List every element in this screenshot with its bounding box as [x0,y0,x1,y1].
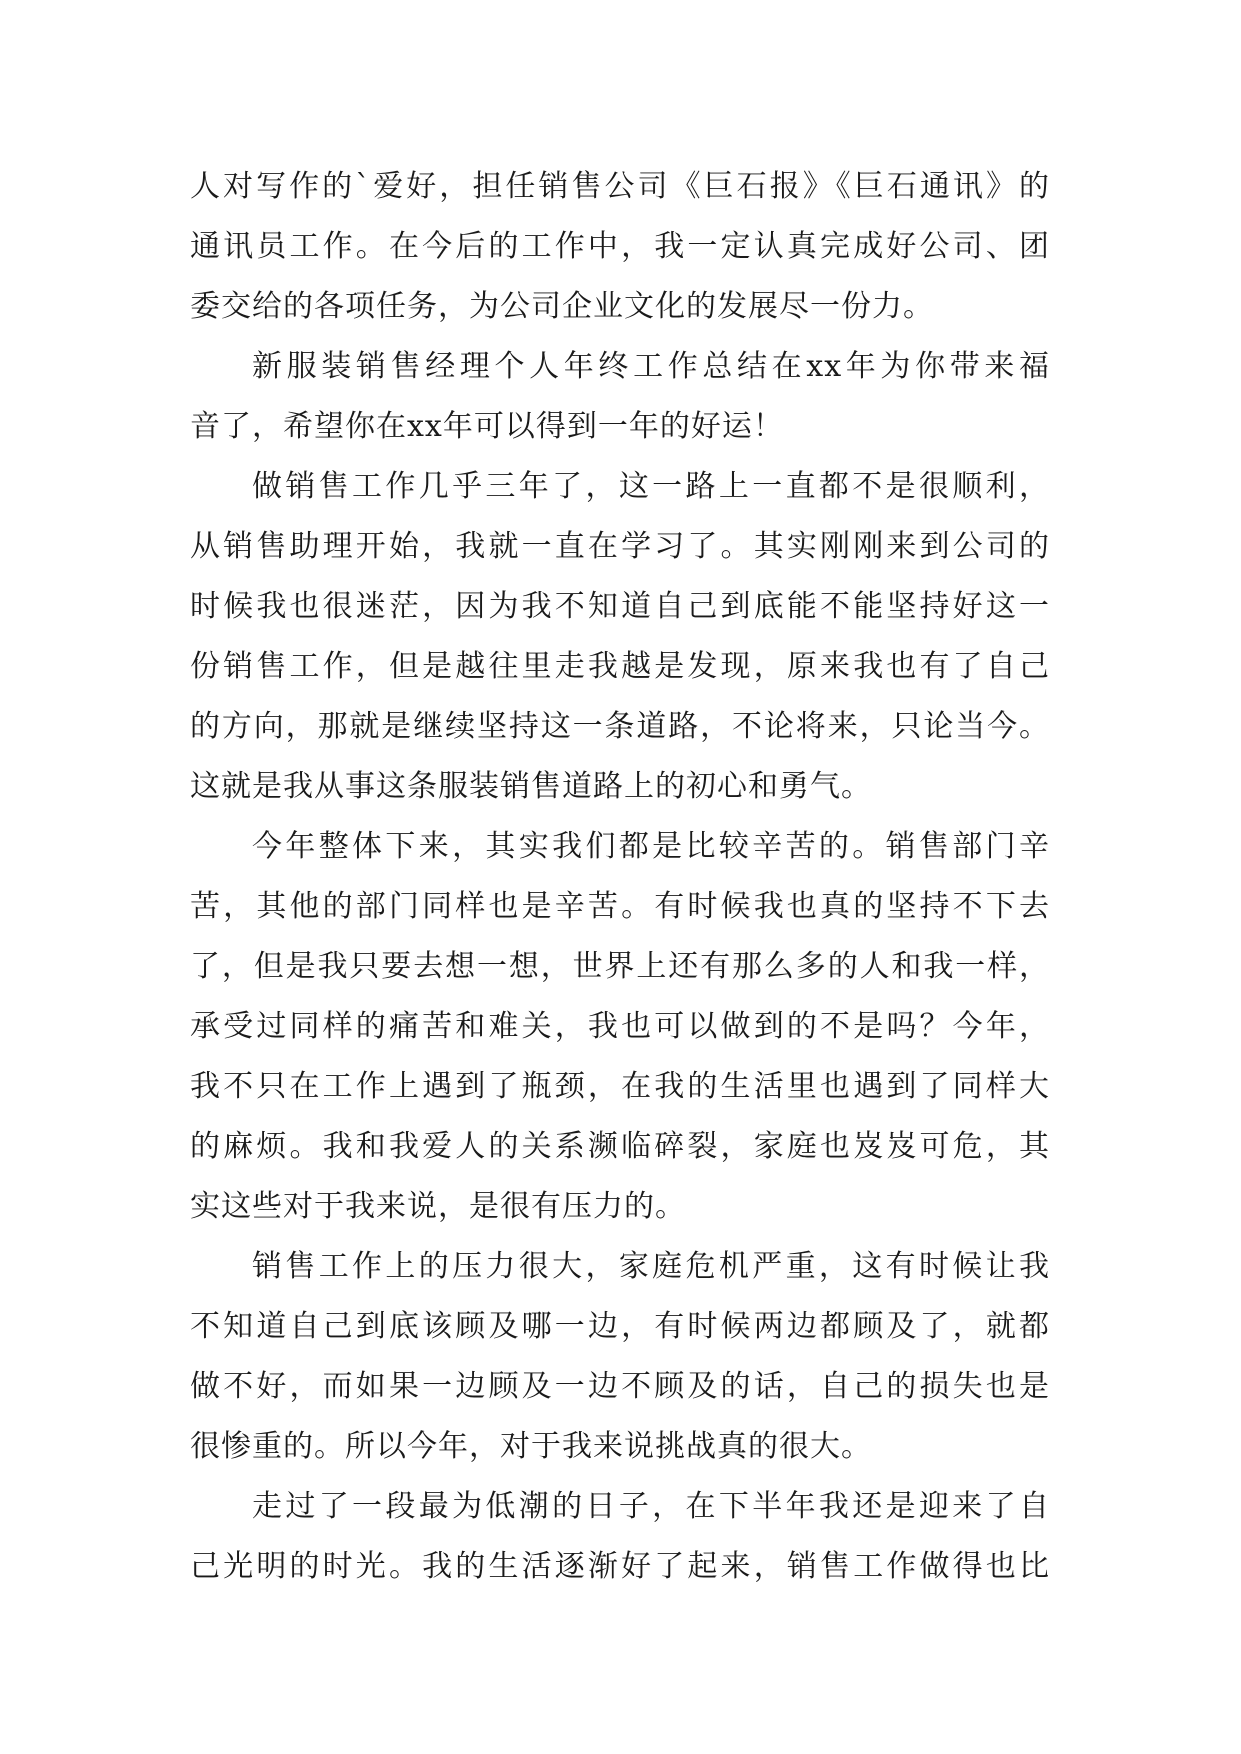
text-line: 人对写作的`爱好，担任销售公司《巨石报》《巨石通讯》的 [190,169,1050,204]
text-line: 委交给的各项任务，为公司企业文化的发展尽一份力。 [190,289,934,324]
document-body [190,157,1050,1597]
paragraph-first-line: 销售工作上的压力很大，家庭危机严重，这有时候让我 [252,1249,1050,1284]
text-line: 的方向，那就是继续坚持这一条道路，不论将来，只论当今。 [190,709,1050,744]
paragraph-first-line: 新服装销售经理个人年终工作总结在xx年为你带来福 [252,349,1050,384]
text-line: 了，但是我只要去想一想，世界上还有那么多的人和我一样， [190,949,1050,984]
text-line: 从销售助理开始，我就一直在学习了。其实刚刚来到公司的 [190,529,1050,564]
text-line: 实这些对于我来说，是很有压力的。 [190,1189,686,1224]
paragraph-first-line: 今年整体下来，其实我们都是比较辛苦的。销售部门辛 [252,829,1050,864]
text-line: 时候我也很迷茫，因为我不知道自己到底能不能坚持好这一 [190,589,1050,624]
paragraph-first-line: 走过了一段最为低潮的日子，在下半年我还是迎来了自 [252,1489,1050,1524]
paragraph-first-line: 做销售工作几乎三年了，这一路上一直都不是很顺利， [252,469,1050,504]
text-line: 我不只在工作上遇到了瓶颈，在我的生活里也遇到了同样大 [190,1069,1050,1104]
text-line: 这就是我从事这条服装销售道路上的初心和勇气。 [190,769,872,804]
text-line: 份销售工作，但是越往里走我越是发现，原来我也有了自己 [190,649,1050,684]
text-line: 己光明的时光。我的生活逐渐好了起来，销售工作做得也比 [190,1549,1050,1584]
text-line: 苦，其他的部门同样也是辛苦。有时候我也真的坚持不下去 [190,889,1050,924]
text-line: 的麻烦。我和我爱人的关系濒临碎裂，家庭也岌岌可危，其 [190,1129,1050,1164]
text-line: 音了，希望你在xx年可以得到一年的好运！ [190,409,784,444]
text-line: 承受过同样的痛苦和难关，我也可以做到的不是吗？今年， [190,1009,1050,1044]
text-line: 不知道自己到底该顾及哪一边，有时候两边都顾及了，就都 [190,1309,1050,1344]
text-line: 很惨重的。所以今年，对于我来说挑战真的很大。 [190,1429,872,1464]
text-line: 通讯员工作。在今后的工作中，我一定认真完成好公司、团 [190,229,1050,264]
text-line: 做不好，而如果一边顾及一边不顾及的话，自己的损失也是 [190,1369,1050,1404]
